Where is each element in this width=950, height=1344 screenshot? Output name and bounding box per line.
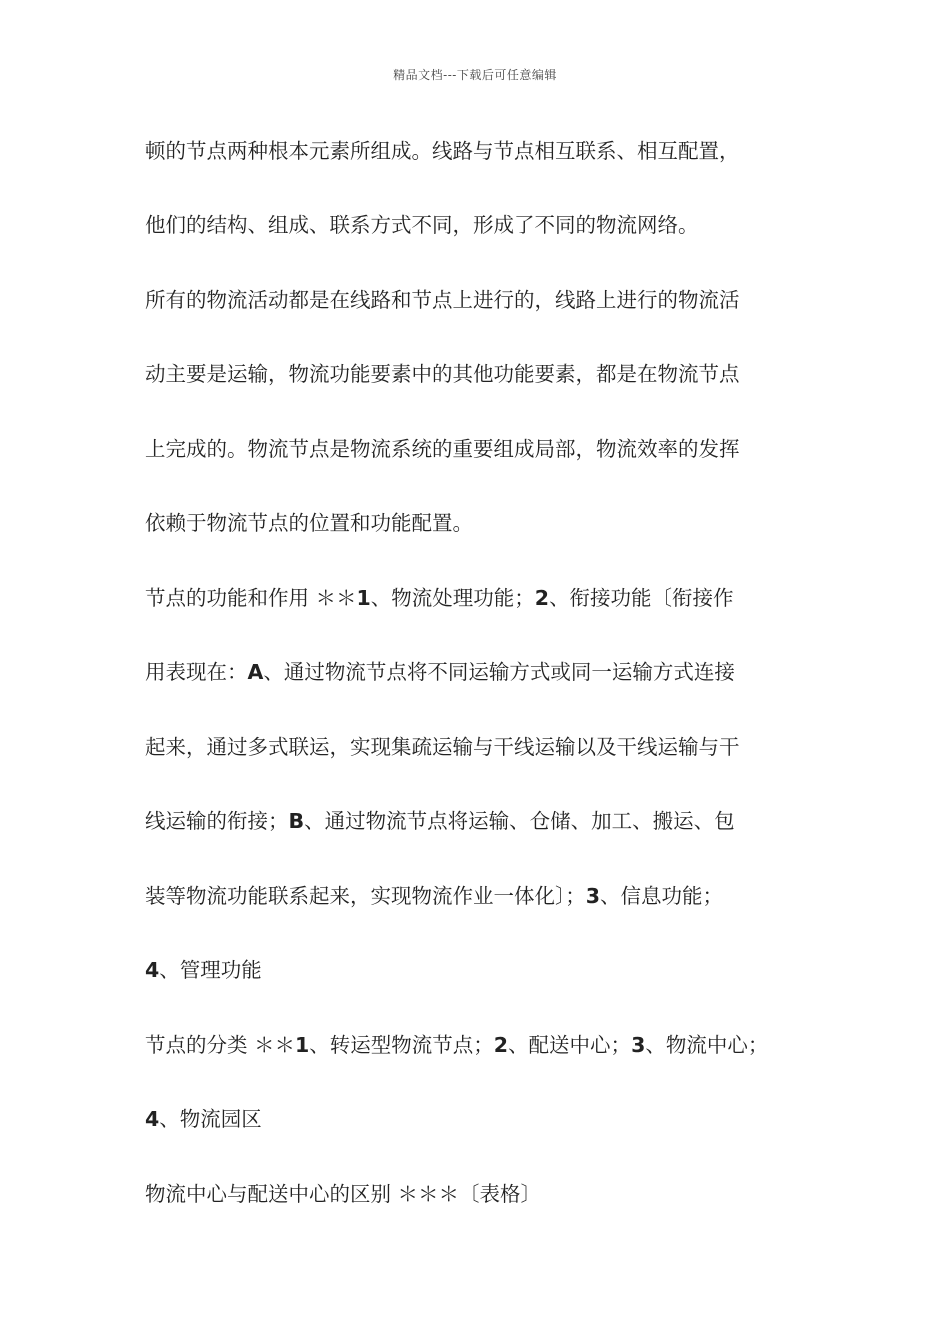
text-line-10: 线运输的衔接；B、通过物流节点将运输、仓储、加工、搬运、包 xyxy=(145,809,735,833)
text-line-2: 他们的结构、组成、联系方式不同，形成了不同的物流网络。 xyxy=(145,213,699,237)
text-line-8: 用表现在：A、通过物流节点将不同运输方式或同一运输方式连接 xyxy=(145,660,735,684)
text-line-6: 依赖于物流节点的位置和功能配置。 xyxy=(145,511,473,535)
text-line-7: 节点的功能和作用 ＊＊1、物流处理功能；2、衔接功能〔衔接作 xyxy=(145,586,734,610)
text-line-4: 动主要是运输，物流功能要素中的其他功能要素，都是在物流节点 xyxy=(145,362,740,386)
text-line-11: 装等物流功能联系起来，实现物流作业一体化〕；3、信息功能； xyxy=(145,884,724,908)
text-line-9: 起来，通过多式联运，实现集疏运输与干线运输以及干线运输与干 xyxy=(145,735,740,759)
text-line-12: 4、管理功能 xyxy=(145,958,262,982)
text-line-13: 节点的分类 ＊＊1、转运型物流节点；2、配送中心；3、物流中心； xyxy=(145,1033,769,1057)
text-line-5: 上完成的。物流节点是物流系统的重要组成局部，物流效率的发挥 xyxy=(145,437,740,461)
text-line-15: 物流中心与配送中心的区别 ＊＊＊〔表格〕 xyxy=(145,1182,542,1206)
text-line-14: 4、物流园区 xyxy=(145,1107,262,1131)
text-line-3: 所有的物流活动都是在线路和节点上进行的，线路上进行的物流活 xyxy=(145,288,740,312)
page-header: 精品文档---下载后可任意编辑 xyxy=(393,68,557,82)
text-line-1: 顿的节点两种根本元素所组成。线路与节点相互联系、相互配置， xyxy=(145,139,740,163)
